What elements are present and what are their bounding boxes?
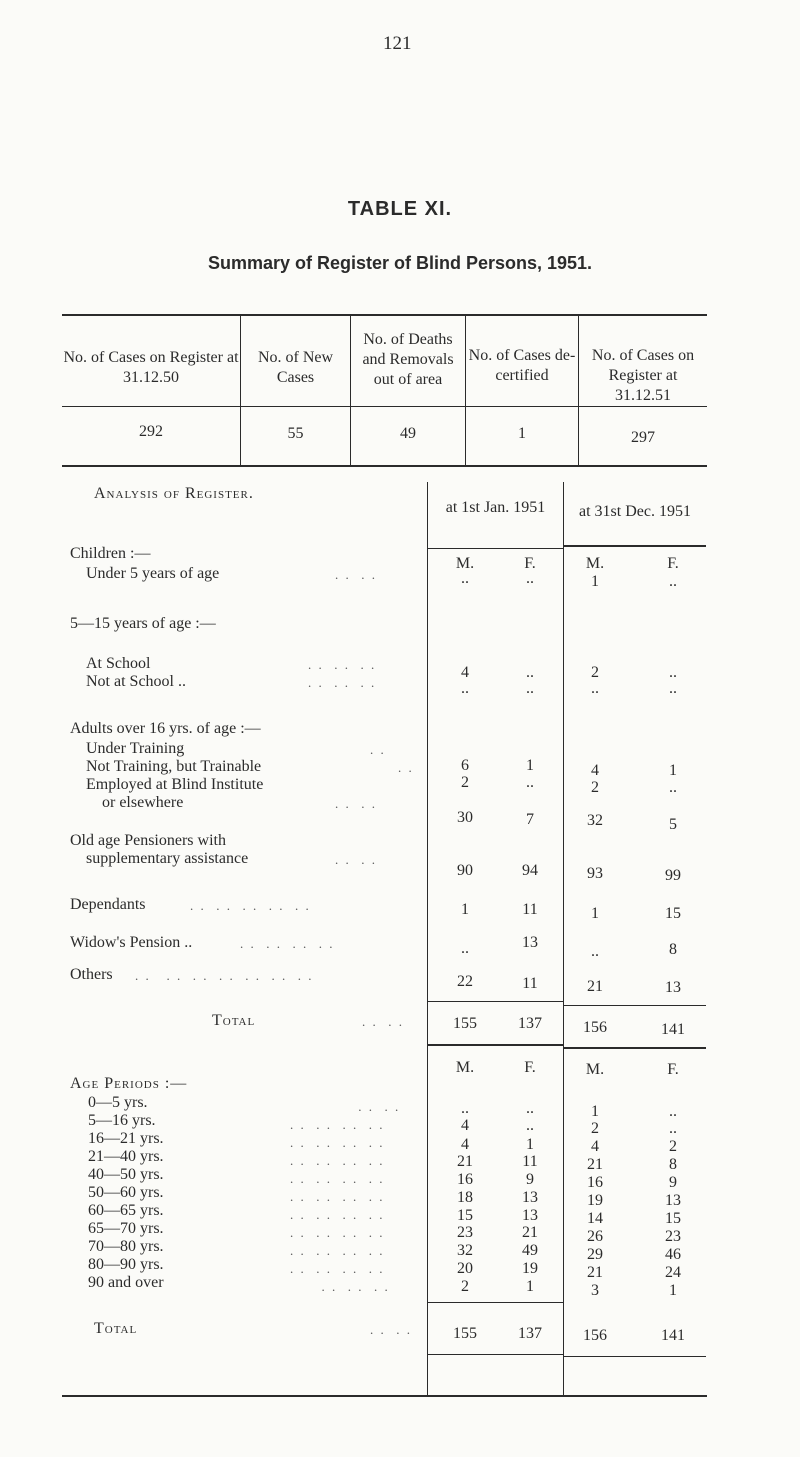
total-cell: 155 — [453, 1325, 477, 1342]
cell: 6 — [461, 757, 469, 774]
analysis-header-jan: at 1st Jan. 1951 — [445, 499, 546, 516]
cell: 16 — [587, 1174, 603, 1191]
cell: 4 — [591, 1138, 599, 1155]
row-label: Old age Pensioners with — [70, 832, 226, 849]
leader-dots: . . — [370, 742, 386, 757]
col-f-dec: F. — [667, 555, 679, 572]
cell: .. — [461, 570, 469, 587]
cell: 21 — [587, 978, 603, 995]
cell: .. — [669, 1103, 677, 1120]
total-rule — [564, 1356, 706, 1357]
cell: 32 — [587, 812, 603, 829]
cell: 1 — [591, 573, 599, 590]
cell: .. — [526, 664, 534, 681]
cell: 21 — [457, 1153, 473, 1170]
cell: 4 — [461, 664, 469, 681]
analysis-total-label: Total — [212, 1012, 256, 1029]
table-bottom-rule — [62, 1395, 707, 1397]
leader-dots: . . . . . . — [308, 675, 377, 690]
age-periods-title: Age Periods :— — [70, 1075, 188, 1092]
cell: 32 — [457, 1242, 473, 1259]
col-f-jan: F. — [524, 1059, 536, 1076]
summary-header-rule — [62, 406, 707, 407]
cell: 1 — [669, 1282, 677, 1299]
cell: .. — [461, 680, 469, 697]
children-heading: Children :— — [70, 545, 151, 562]
row-label-cont: or elsewhere — [102, 794, 184, 811]
age-total-label: Total — [94, 1320, 138, 1337]
cell: 99 — [665, 867, 681, 884]
cell: 15 — [665, 905, 681, 922]
row-label: At School — [86, 655, 151, 672]
cell: 9 — [526, 1171, 534, 1188]
cell: .. — [591, 943, 599, 960]
analysis-header-rule — [428, 548, 563, 549]
cell: 11 — [522, 975, 538, 992]
cell: 26 — [587, 1228, 603, 1245]
total-cell: 141 — [661, 1021, 685, 1038]
cell: .. — [526, 680, 534, 697]
col-m-jan: M. — [455, 555, 475, 572]
cell: 94 — [522, 862, 538, 879]
cell: 15 — [665, 1210, 681, 1227]
cell: 1 — [669, 762, 677, 779]
cell: 2 — [591, 779, 599, 796]
cell: 21 — [587, 1156, 603, 1173]
summary-header-2: No. of New Cases — [257, 349, 334, 386]
cell: 90 — [457, 862, 473, 879]
cell: 23 — [457, 1224, 473, 1241]
cell: 24 — [665, 1264, 681, 1281]
total-cell: 156 — [583, 1327, 607, 1344]
row-label: Under 5 years of age — [86, 565, 220, 582]
cell: 2 — [591, 1120, 599, 1137]
cell: 14 — [587, 1210, 603, 1227]
cell: 1 — [591, 905, 599, 922]
row-label: 80—90 yrs. — [88, 1256, 164, 1273]
leader-dots: . . . . — [335, 852, 377, 867]
cell: .. — [526, 1117, 534, 1134]
summary-header-5: No. of Cases on Register at 31.12.51 — [591, 347, 695, 404]
leader-dots: . . . . . . . . . . — [190, 898, 311, 913]
summary-header-3: No. of Deaths and Removals out of area — [362, 331, 454, 388]
cell: 13 — [522, 1207, 538, 1224]
analysis-title: Analysis of Register. — [94, 485, 254, 502]
cell: 8 — [669, 941, 677, 958]
cell: 11 — [522, 901, 538, 918]
cell: .. — [461, 1100, 469, 1117]
cell: .. — [461, 940, 469, 957]
cell: 1 — [526, 1136, 534, 1153]
cell: 7 — [526, 811, 534, 828]
age-5-15-heading: 5—15 years of age :— — [70, 615, 216, 632]
cell: 2 — [591, 664, 599, 681]
summary-top-rule — [62, 314, 707, 316]
cell: 21 — [522, 1224, 538, 1241]
row-label: 50—60 yrs. — [88, 1184, 164, 1201]
cell: 4 — [591, 762, 599, 779]
cell: 20 — [457, 1260, 473, 1277]
total-rule — [428, 1044, 563, 1046]
cell: 15 — [457, 1207, 473, 1224]
leader-dots: . . . . . . . . . . . . . . . . . . . . . . . . . . . . . . . . . . . . . . . . . . . . . . . . . . . . . . . . . . . . . . . . . . . . . . . . . . . . . . . . . . — [290, 1099, 401, 1294]
cell: 1 — [461, 901, 469, 918]
table-subtitle: Summary of Register of Blind Persons, 1951. — [207, 253, 593, 273]
summary-header-1: No. of Cases on Register at 31.12.50 — [63, 349, 239, 386]
row-label: Not Training, but Trainable — [86, 758, 262, 775]
row-label-cont: supplementary assistance — [86, 850, 249, 867]
leader-dots: . . . . . . — [308, 657, 377, 672]
col-m-jan: M. — [455, 1059, 475, 1076]
col-f-jan: F. — [524, 555, 536, 572]
cell: 16 — [457, 1171, 473, 1188]
cell: 93 — [587, 865, 603, 882]
cell: 2 — [669, 1138, 677, 1155]
row-label: 70—80 yrs. — [88, 1238, 164, 1255]
cell: 8 — [669, 1156, 677, 1173]
cell: 29 — [587, 1246, 603, 1263]
cell: 1 — [526, 1278, 534, 1295]
cell: 13 — [665, 979, 681, 996]
leader-dots: . . . . — [335, 567, 377, 582]
cell: 5 — [669, 816, 677, 833]
summary-header-4: No. of Cases de-certified — [468, 347, 576, 384]
row-label: Dependants — [70, 896, 146, 913]
row-label: Not at School .. — [86, 673, 186, 690]
row-label: Under Training — [86, 740, 185, 757]
cell: .. — [669, 573, 677, 590]
cell: 49 — [522, 1242, 538, 1259]
col-f-dec: F. — [667, 1061, 679, 1078]
cell: 30 — [457, 809, 473, 826]
row-label: 65—70 yrs. — [88, 1220, 164, 1237]
cell: .. — [591, 680, 599, 697]
summary-value-5: 297 — [631, 429, 655, 446]
total-rule — [428, 1001, 563, 1002]
cell: .. — [526, 1100, 534, 1117]
leader-dots: . . . . — [370, 1322, 412, 1337]
cell: 13 — [522, 934, 538, 951]
row-label: 21—40 yrs. — [88, 1148, 164, 1165]
summary-value-3: 49 — [400, 425, 416, 442]
page-number: 121 — [383, 33, 412, 54]
cell: 4 — [461, 1136, 469, 1153]
adults-heading: Adults over 16 yrs. of age :— — [70, 720, 261, 737]
total-cell: 141 — [661, 1327, 685, 1344]
cell: 3 — [591, 1282, 599, 1299]
row-label: Widow's Pension .. — [70, 934, 193, 951]
cell: .. — [669, 680, 677, 697]
leader-dots: . . . . . . . . . . . . . . — [135, 968, 314, 983]
row-label: 5—16 yrs. — [88, 1112, 156, 1129]
row-label: 60—65 yrs. — [88, 1202, 164, 1219]
cell: 18 — [457, 1189, 473, 1206]
row-label: 0—5 yrs. — [88, 1094, 148, 1111]
leader-dots: . . . . — [335, 796, 377, 811]
analysis-header-dec: at 31st Dec. 1951 — [579, 503, 691, 520]
cell: 1 — [591, 1103, 599, 1120]
cell: 21 — [587, 1264, 603, 1281]
leader-dots: . . — [398, 760, 414, 775]
cell: 19 — [522, 1260, 538, 1277]
cell: 2 — [461, 774, 469, 791]
row-label: 90 and over — [88, 1274, 164, 1291]
total-rule — [564, 1047, 706, 1049]
cell: .. — [669, 779, 677, 796]
cell: 19 — [587, 1192, 603, 1209]
summary-value-4: 1 — [518, 425, 526, 442]
analysis-header-rule — [564, 545, 706, 547]
leader-dots: . . . . — [362, 1014, 404, 1029]
cell: 2 — [461, 1278, 469, 1295]
analysis-col-divider-dec — [563, 482, 564, 1397]
row-label: Employed at Blind Institute — [86, 776, 264, 793]
cell: .. — [669, 664, 677, 681]
total-cell: 156 — [583, 1019, 607, 1036]
row-label: 40—50 yrs. — [88, 1166, 164, 1183]
cell: 4 — [461, 1117, 469, 1134]
total-rule — [428, 1354, 563, 1355]
total-rule — [428, 1302, 563, 1303]
cell: 9 — [669, 1174, 677, 1191]
cell: 13 — [522, 1189, 538, 1206]
table-title: TABLE XI. — [347, 198, 453, 220]
cell: 11 — [522, 1153, 538, 1170]
summary-value-2: 55 — [287, 425, 304, 442]
cell: .. — [669, 1120, 677, 1137]
total-cell: 137 — [518, 1015, 542, 1032]
cell: 46 — [665, 1246, 681, 1263]
cell: 22 — [457, 973, 473, 990]
col-m-dec: M. — [585, 1061, 605, 1078]
cell: 1 — [526, 757, 534, 774]
row-label: 16—21 yrs. — [88, 1130, 164, 1147]
total-rule — [564, 1005, 706, 1006]
cell: 23 — [665, 1228, 681, 1245]
summary-bottom-rule — [62, 465, 707, 467]
total-cell: 155 — [453, 1015, 477, 1032]
total-cell: 137 — [518, 1325, 542, 1342]
row-label: Others — [70, 966, 113, 983]
analysis-col-divider-jan — [427, 482, 428, 1397]
cell: .. — [526, 774, 534, 791]
cell: .. — [526, 570, 534, 587]
summary-value-1: 292 — [139, 423, 163, 440]
cell: 13 — [665, 1192, 681, 1209]
leader-dots: . . . . . . . . — [240, 936, 335, 951]
col-m-dec: M. — [585, 555, 605, 572]
